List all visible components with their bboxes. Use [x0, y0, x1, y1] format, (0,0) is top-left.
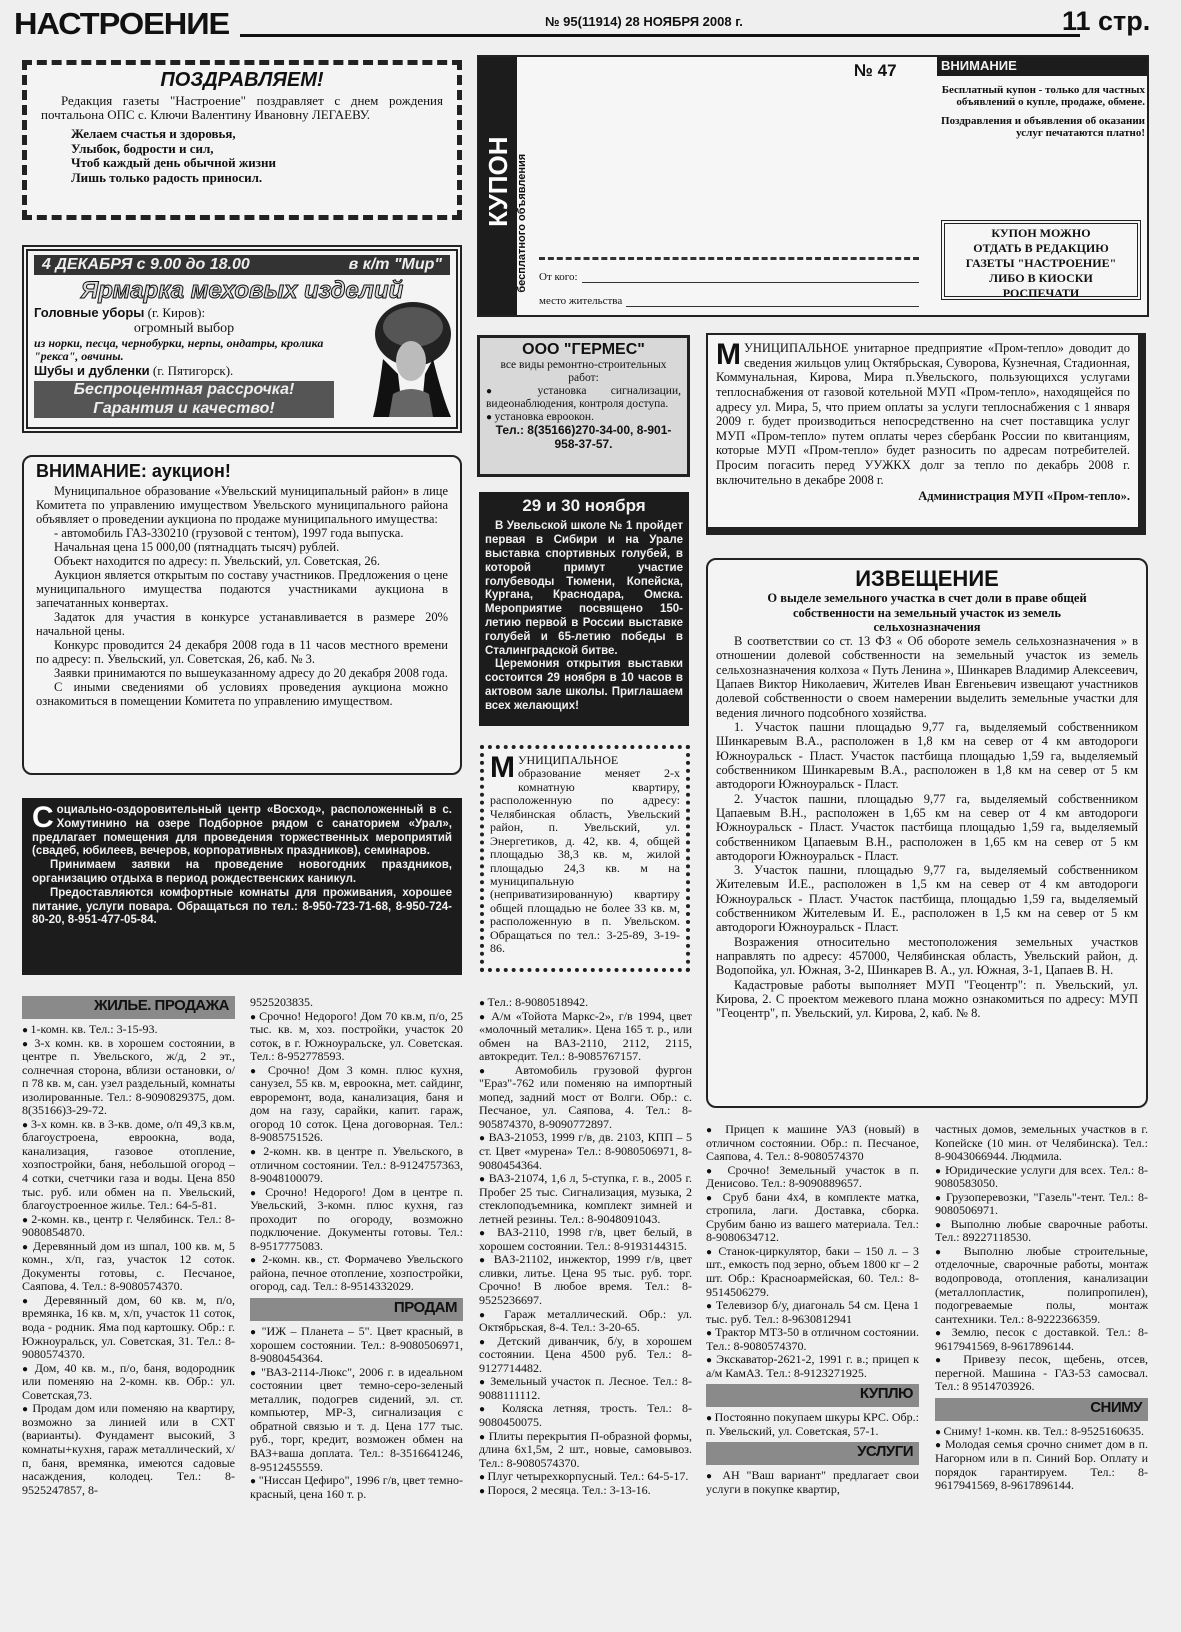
delivery-line: РОСПЕЧАТИ: [1002, 286, 1080, 300]
ad-item: ● Коляска летняя, трость. Тел.: 8-9080450075.: [479, 1402, 692, 1429]
congrats-poem: [71, 127, 443, 186]
ad-item: ● 2-комн. кв., центр г. Челябинск. Тел.: 8-9080854870.: [22, 1213, 235, 1240]
coupon-attention-1: Бесплатный купон - только для частных объявлений о купле, продаже, обмене.: [941, 83, 1145, 109]
ad-item: ● Срочно! Дом 3 комн. плюс кухня, санузел, 55 кв. м, евроокна, мет. сайдинг, евроремонт, вода, канализация, баня и дом на газу, сарайки, капит. гараж, огород 10 соток. Цена договорная. Тел.: 8-9085751526.: [250, 1064, 463, 1145]
notice-para: 2. Участок пашни, площадью 9,77 га, выделяемый собственником Цапаевым В.Н., расположен в 1,65 км на север от 4 км автодороги Южноуральск - Пласт. Участок пастбища площадью 1,59 га, выделяемый собственником Цапаевым В.Н., расположен в 1,65 км на север от 5 км автодороги Южноуральск - Пласт.: [716, 791, 1138, 863]
ad-item: ● Прицеп к машине УАЗ (новый) в отличном состоянии. Обр.: п. Песчаное, Саяпова, 4. Тел.: 8-9080574370: [706, 1123, 919, 1164]
notice-title: ИЗВЕЩЕНИЕ: [855, 566, 999, 591]
ad-item: ● ВАЗ-21102, инжектор, 1999 г/в, цвет сливки, литье. Цена 95 тыс. руб. торг. Срочно! В любое время. Тел.: 8-9525236697.: [479, 1253, 692, 1307]
coupon-label: КУПОН: [482, 136, 513, 227]
promteplo-notice: [706, 333, 1146, 535]
promteplo-signature: Администрация МУП «Пром-тепло».: [918, 489, 1130, 504]
ad-item: ● Выполню любые строительные, отделочные, сварочные работы, монтаж водопровода, отопления, канализации (металлопластик, полипропилен), подогреваемые полы, монтаж сантехники. Тел.: 8-9222366359.: [935, 1245, 1148, 1326]
ad-item: ● Молодая семья срочно снимет дом в п. Нагорном или в п. Синий Бор. Оплату и порядок гарантируем. Тел.: 8-9617941569, 8-9617896144.: [935, 1438, 1148, 1492]
page-number: 11 стр.: [1062, 6, 1151, 36]
voshod-text-3: Предоставляются комфортные комнаты для проживания, хорошее питание, услуги повара. Обращаться по тел.: 8-950-723-71-68, 8-950-724-80-20, 8-951-477-05-84.: [32, 886, 452, 927]
delivery-line: ЛИБО В КИОСКИ: [989, 271, 1093, 285]
ad-item: ● Телевизор б/у, диагональ 54 см. Цена 1 тыс. руб. Тел.: 8-9630812941: [706, 1299, 919, 1326]
congrats-box: [22, 60, 462, 220]
ad-item: ● 1-комн. кв. Тел.: 3-15-93.: [22, 1023, 235, 1037]
ad-item: ● Выполню любые сварочные работы. Тел.: 89227118530.: [935, 1218, 1148, 1245]
poem-line: Лишь только радость приносил.: [71, 170, 263, 186]
ad-item: ● Автомобиль грузовой фургон "Ераз"-762 или поменяю на импортный мопед, задний мост от Волги. Обр.: с. Песчаное, ул. Саяпова, 4. Тел.: 8-905874370, 8-9090772897.: [479, 1064, 692, 1132]
ad-item: ● Тел.: 8-9080518942.: [479, 996, 692, 1010]
ad-item: ● Продам дом или поменяю на квартиру, возможно за линией или в СХТ (варианты). Фундамент высокий, 3 комнаты+кухня, гараж металлический, х/п, баня, времянка, имеются садовые насаждения, колодец. Тел.: 8-9525247857, 8-: [22, 1402, 235, 1497]
section-sell-header: ПРОДАМ: [250, 1298, 463, 1321]
ad-item: ● Деревянный дом, 60 кв. м, п/о, времянка, 16 кв. м, х/п, участок 11 соток, вода - родник. Яма под картошку. Обр.: г. Южноуральск, ул. Советская, 31. Тел.: 8-9080574370.: [22, 1294, 235, 1362]
hermes-subtitle: все виды ремонтно-строительных работ:: [500, 359, 667, 385]
free-ad-coupon: [477, 55, 1149, 317]
ad-item: ● Срочно! Недорого! Дом в центре п. Увельский, 3-комн. плюс кухня, газ проходит по огороду, возможно подключение. Документы готовы. Тел.: 8-9517775083.: [250, 1186, 463, 1254]
ad-item: ● Постоянно покупаем шкуры КРС. Обр.: п. Увельский, ул. Советская, 57-1.: [706, 1411, 919, 1438]
ad-item: ● Детский диванчик, б/у, в хорошем состоянии. Цена 4500 руб. Тел.: 8-9127714482.: [479, 1335, 692, 1376]
section-services-header: УСЛУГИ: [706, 1442, 919, 1465]
notice-subtitle: О выделе земельного участка в счет доли в праве общей собственности на земельный участок из земель сельхозназначения: [767, 591, 1087, 634]
auction-para: Муниципальное образование «Увельский муниципальный район» в лице Комитета по управлению имуществом Увельского муниципального района объявляет о проведении аукциона по продаже муниципального имущества:: [36, 484, 448, 527]
header-rule: [240, 34, 1080, 37]
classifieds-col-4: [706, 1123, 919, 1628]
auction-para: Объект находится по адресу: п. Увельский, ул. Советская, 26.: [54, 554, 381, 569]
pigeons-text: В Увельской школе № 1 пройдет первая в Сибири и на Урале выставка спортивных голубей, в которой примут участие голубеводы Тюмени, Копейска, Кургана, Краснодара, Омска. Мероприятие посвящено 150-летию первой в России выставке голубей и 65-летию победы в Сталинградской битве.: [485, 520, 683, 657]
coupon-place-field[interactable]: [639, 295, 919, 309]
ad-item: 9525203835.: [250, 996, 313, 1009]
auction-title: ВНИМАНИЕ: аукцион!: [36, 461, 231, 481]
poem-line: Желаем счастья и здоровья,: [71, 125, 236, 141]
auction-para: Начальная цена 15 000,00 (пятнадцать тысяч) рублей.: [54, 540, 340, 555]
ad-item: ● Экскаватор-2621-2, 1991 г. в.; прицеп к а/м КамАЗ. Тел.: 8-9123271925.: [706, 1353, 919, 1380]
classifieds-col-2: [250, 996, 463, 1628]
ad-item: ● "Ниссан Цефиро", 1996 г/в, цвет темно-красный, цена 160 т. р.: [250, 1474, 463, 1501]
ad-item: ● АН "Ваш вариант" предлагает свои услуги в покупке квартир,: [706, 1469, 919, 1496]
classifieds-col-1: [22, 996, 235, 1628]
voshod-text-2: Принимаем заявки на проведение новогодних праздников, организацию отдыха в период рождественских каникул.: [32, 859, 452, 885]
pigeon-exhibition-ad: [479, 492, 689, 726]
auction-para: Аукцион является открытым по составу участников. Предложения о цене муниципального имущества подаются участниками аукциона в запечатанных конвертах.: [36, 568, 448, 611]
woman-in-fur-hat-image: [363, 299, 458, 417]
fur-fair-ad: [22, 245, 462, 433]
ad-item: ● 2-комн. кв., ст. Формачево Увельского района, печное отопление, хозпостройки, огород, сад. Тел.: 8-9514332029.: [250, 1253, 463, 1294]
ad-item: ● Сруб бани 4х4, в комплекте матка, стропила, лаги. Доставка, сборка. Срубим баню из вашего материала. Тел.: 8-9080634712.: [706, 1191, 919, 1245]
fair-venue: в к/т "Мир": [348, 256, 442, 273]
flat-exchange-ad: [480, 745, 690, 972]
hermes-phones: Тел.: 8(35166)270-34-00, 8-901-958-37-57.: [495, 423, 672, 451]
pigeons-title: 29 и 30 ноября: [522, 496, 646, 515]
poem-line: Улыбок, бодрости и сил,: [71, 140, 214, 156]
fair-hats: Головные уборы: [34, 305, 145, 321]
coupon-attention-title: ВНИМАНИЕ: [937, 57, 1147, 76]
ad-item: ● Порося, 2 месяца. Тел.: 3-13-16.: [479, 1484, 692, 1498]
congrats-text: Редакция газеты "Настроение" поздравляет с днем рождения почтальона ОПС с. Ключи Валентину Ивановну ЛЕГАЕВУ.: [41, 92, 443, 123]
ad-item: ● Дом, 40 кв. м., п/о, баня, водородник или поменяю на 2-комн. кв. Обр.: ул. Советская,73.: [22, 1362, 235, 1403]
promteplo-dropcap: М: [716, 338, 741, 371]
auction-para: - автомобиль ГАЗ-330210 (грузовой с тентом), 1997 года выпуска.: [54, 526, 404, 541]
coupon-attention-2: Поздравления и объявления об оказании услуг печатаются платно!: [941, 114, 1145, 139]
notice-para: 3. Участок пашни, площадью 9,77 га, выделяемый собственником Жителевым И.Е., расположен в 1,5 км на север от 4 км автодороги Южноуральск - Пласт. Участок пастбища, площадью 1,59 га, выделяемый собственником Жителевым И. Е., расположен в 1,5 км на север от 5 км автодороги Южноуральск - Пласт.: [716, 863, 1138, 935]
fair-date: 4 ДЕКАБРЯ с 9.00 до 18.00: [42, 256, 250, 273]
fair-guarantee: Гарантия и качество!: [93, 399, 275, 417]
hermes-ad: [477, 335, 690, 477]
ad-item: ● Сниму! 1-комн. кв. Тел.: 8-9525160635.: [935, 1425, 1148, 1439]
auction-para: Заявки принимаются по вышеуказанному адресу до 20 декабря 2008 года.: [54, 666, 448, 681]
ad-item: ● ВАЗ-2110, 1998 г/в, цвет белый, в хорошем состоянии. Тел.: 8-9193144315.: [479, 1226, 692, 1253]
voshod-dropcap: С: [32, 801, 54, 834]
delivery-line: ОТДАТЬ В РЕДАКЦИЮ: [973, 241, 1109, 255]
section-buy-header: КУПЛЮ: [706, 1384, 919, 1407]
coupon-place-label: место жительства: [539, 295, 623, 307]
auction-para: Задаток для участия в конкурсе устанавливается в размере 20% начальной цены.: [36, 610, 448, 639]
ad-item: частных домов, земельных участков в г. Копейске (10 мин. от Челябинска). Тел.: 8-9043066944. Людмила.: [935, 1123, 1148, 1164]
delivery-line: КУПОН МОЖНО: [991, 226, 1091, 240]
ad-item: ● Земельный участок п. Лесное. Тел.: 8-9088111112.: [479, 1375, 692, 1402]
section-title: НАСТРОЕНИЕ: [14, 6, 230, 41]
ad-item: ● Станок-циркулятор, баки – 150 л. – 3 шт., емкость под зерно, объем 1800 кг – 2 шт. Обр.: Красноармейская, 60. Тел.: 8-9514506279.: [706, 1245, 919, 1299]
exchange-text: УНИЦИПАЛЬНОЕ образование меняет 2-х комнатную квартиру, расположенную по адресу: Челябинская область, Увельский район, п. Увельский, ул. Энергетиков, д. 42, кв. 4, общей площадью 38,3 кв. м, жилой площадью 24,3 кв. м на муниципальную (неприватизированную) квартиру общей площадью не более 33 кв. м, расположенную в п. Увельском. Обращаться по тел.: 3-25-89, 3-19-86.: [490, 753, 680, 956]
classifieds-col-3: [479, 996, 692, 1628]
fair-materials: из норки, песца, чернобурки, нерпы, ондатры, кролика "рекса", овчины.: [34, 335, 324, 364]
ad-item: ● ВАЗ-21053, 1999 г/в, дв. 2103, КПП – 5 ст. Цвет «мурена» Тел.: 8-9080506971, 8-9080454364.: [479, 1131, 692, 1172]
notice-para: Возражения относительно местоположения земельных участков направлять по адресу: 457000, Челябинская область, Увельский район, д. Водопойка, ул. Южная, 3-2, Шинкарев В. А., ул. Южная, 3-1, Цапаев В. Н.: [716, 934, 1138, 978]
coupon-vertical-strip: [479, 57, 517, 315]
promteplo-text: УНИЦИПАЛЬНОЕ унитарное предприятие «Пром-тепло» доводит до сведения жильцов улиц Октябрьская, Суворова, Кузнечная, Стадионная, Коммунальная, Кирова, Мира п.Увельского, пользующихся услугами теплоснабжения от газовой котельной МУП «Пром-тепло», находящейся по адресу ул. Мира, 5, что прием оплаты за услуги теплоснабжения с 1 января 2009 г. будет производиться непосредственно на счет поставщика услуг МУП «Пром-тепло» путем оплаты через сбербанк России по квитанциям, которые МУП «Пром-тепло» будет разносить по адресам потребителей. Просим погасить перед УУЖКХ долг за тепло по декабрь 2008 г. включительно в декабре 2008 г.: [716, 341, 1130, 487]
voshod-text-1: оциально-оздоровительный центр «Восход», расположенный в с. Хомутинино на озере Подборное рядом с санаторием «Урал», предлагает помещения для проведения торжественных мероприятий (свадеб, юбилеев, вечеров, корпоративных праздников), семинаров.: [32, 804, 452, 858]
ad-item: ● "ВАЗ-2114-Люкс", 2006 г. в идеальном состоянии цвет темно-серо-зеленый металлик, подогрев сидений, эл. ст. компьютер, МР-3, сигнализация с обратной связью и т. д. Цена 177 тыс. руб., торг, кредит, возможен обмен на ВАЗ+ваша доплата. Тел.: 8-3516641246, 8-9512455559.: [250, 1366, 463, 1474]
pigeons-text-2: Церемония открытия выставки состоится 29 ноября в 10 часов в актовом зале школы. Приглашаем всех желающих!: [485, 658, 683, 712]
ad-item: ● 2-комн. кв. в центре п. Увельского, в отличном состоянии. Тел.: 8-9124757363, 8-9048100079.: [250, 1145, 463, 1186]
coupon-delivery-info: [941, 220, 1141, 300]
coupon-from-label: От кого:: [539, 271, 578, 283]
delivery-line: ГАЗЕТЫ "НАСТРОЕНИЕ": [965, 256, 1117, 270]
ad-item: ● Деревянный дом из шпал, 100 кв. м, 5 комн., х/п, газ, участок 12 соток. Документы готовы, с. Песчаное, Саяпова, 4. Тел.: 8-9080574370.: [22, 1240, 235, 1294]
exchange-dropcap: М: [490, 751, 515, 784]
coupon-from-field[interactable]: [589, 271, 919, 285]
ad-item: ● Срочно! Земельный участок в п. Денисово. Тел.: 8-9090889657.: [706, 1164, 919, 1191]
coupon-sublabel: бесплатного объявления: [515, 153, 528, 293]
fair-hats-city: (г. Киров):: [147, 305, 206, 321]
notice-para: В соответствии со ст. 13 ФЗ « Об обороте земель сельхозназначения » в отношении долевой собственности на земельный участок из земель сельхозназначения колхоза « Путь Ленина », Шинкарев Владимир Алексеевич, Цапаев Виктор Николаевич, Жителев Иван Евгеньевич извещают участников долевой собственности о своем намерении выделить земельные участки для ведения личного подсобного хозяйства.: [716, 634, 1138, 720]
ad-item: ● Гараж металлический. Обр.: ул. Октябрьская, 8-4. Тел.: 3-20-65.: [479, 1308, 692, 1335]
ad-item: ● Плуг четырехкорпусный. Тел.: 64-5-17.: [479, 1470, 692, 1484]
coupon-dashed-line: [539, 257, 919, 260]
fair-coats-city: (г. Пятигорск).: [152, 362, 234, 378]
auction-para: С иными сведениями об условиях проведения аукциона можно ознакомиться в помещении Комитета по управлению имуществом.: [36, 680, 448, 709]
ad-item: ● Плиты перекрытия П-образной формы, длина 6х1,5м, 2 шт., новые, самовывоз. Тел.: 8-9080574370.: [479, 1430, 692, 1471]
ad-item: ● ВАЗ-21074, 1,6 л, 5-ступка, г. в., 2005 г. Пробег 25 тыс. Сигнализация, музыка, 2 стеклоподъемника, комплект зимней и летней резины. Тел.: 8-9048091043.: [479, 1172, 692, 1226]
auction-para: Конкурс проводится 24 декабря 2008 года в 11 часов местного времени по адресу: п. Увельский, ул. Советская, 26, каб. № 3.: [36, 638, 448, 667]
ad-item: ● А/м «Тойота Маркс-2», г/в 1994, цвет «молочный металик». Цена 165 т. р., или обмен на ВАЗ-2110, 2112, 2115, автокредит. Тел.: 8-9085767157.: [479, 1010, 692, 1064]
ad-item: ● Грузоперевозки, "Газель"-тент. Тел.: 8-9080506971.: [935, 1191, 1148, 1218]
notice-para: Кадастровые работы выполняет МУП "Геоцентр": п. Увельский, ул. Кирова, 2. С проектом межевого плана можно ознакомиться по адресу: МУП "Геоцентр", п. Увельский, ул. Кирова, 2, каб. № 8.: [716, 977, 1138, 1021]
fair-installments: Беспроцентная рассрочка!: [73, 381, 295, 399]
section-housing-header: ЖИЛЬЕ. ПРОДАЖА: [22, 996, 235, 1019]
ad-item: ● "ИЖ – Планета – 5". Цвет красный, в хорошем состоянии. Тел.: 8-9080506971, 8-9080454364.: [250, 1325, 463, 1366]
auction-notice: [22, 455, 462, 775]
ad-item: ● Срочно! Недорого! Дом 70 кв.м, п/о, 25 тыс. кв. м, хоз. постройки, участок 20 соток, в г. Южноуральске, ул. Советская. Тел.: 8-952778593.: [250, 1010, 463, 1064]
ad-item: ● Трактор МТЗ-50 в отличном состоянии. Тел.: 8-9080574370.: [706, 1326, 919, 1353]
land-notice: [706, 558, 1148, 1108]
fair-title: Ярмарка меховых изделий: [80, 277, 404, 305]
fair-coats: Шубы и дубленки: [34, 362, 150, 378]
hermes-service: ● установка евроокон.: [486, 411, 681, 424]
ad-item: ● Привезу песок, щебень, отсев, перегной. Машина - ГАЗ-53 самосвал. Тел.: 8 9514703926.: [935, 1353, 1148, 1394]
classifieds-col-5: [935, 1123, 1148, 1628]
hermes-service: ● установка сигнализации, видеонаблюдения, контроля доступа.: [486, 385, 681, 411]
ad-item: ● Юридические услуги для всех. Тел.: 8-9080583050.: [935, 1164, 1148, 1191]
issue-date: № 95(11914) 28 НОЯБРЯ 2008 г.: [545, 14, 743, 29]
ad-item: ● 3-х комн. кв. в 3-кв. доме, о/п 49,3 кв.м, благоустроена, евроокна, вода, канализация, газовое отопление, хозпостройки, баня, небольшой огород – 4 сотки, счетчики газа и воды. Цена 850 тыс. руб. или обмен на п. Увельский, благоустроенное жилье. Тел.: 64-5-81.: [22, 1118, 235, 1213]
ad-item: ● 3-х комн. кв. в хорошем состоянии, в центре п. Увельского, ж/д, 2 эт., солнечная сторона, вблизи остановки, о/п 78 кв. м, сан. узел раздельный, комнаты изолированные. Тел.: 8-9090829375, дом. 8(35166)3-29-72.: [22, 1037, 235, 1118]
hermes-title: ООО "ГЕРМЕС": [522, 341, 645, 358]
coupon-number: № 47: [854, 61, 897, 80]
fair-choice: огромный выбор: [133, 320, 235, 336]
section-rent-header: СНИМУ: [935, 1398, 1148, 1421]
poem-line: Чтоб каждый день обычной жизни: [71, 155, 276, 171]
voshod-ad: [22, 798, 462, 975]
notice-para: 1. Участок пашни площадью 9,77 га, выделяемый собственником Шинкаревым В.А., расположен в 1,8 км на север от 4 км автодороги Южноуральск - Пласт. Участок пастбища площадью 1,59 га, выделяемый собственником Шинкаревым В.А., расположен в 1,8 км на север от 5 км автодороги Южноуральск - Пласт.: [716, 720, 1138, 792]
ad-item: ● Землю, песок с доставкой. Тел.: 8-9617941569, 8-9617896144.: [935, 1326, 1148, 1353]
congrats-title: ПОЗДРАВЛЯЕМ!: [160, 69, 324, 91]
